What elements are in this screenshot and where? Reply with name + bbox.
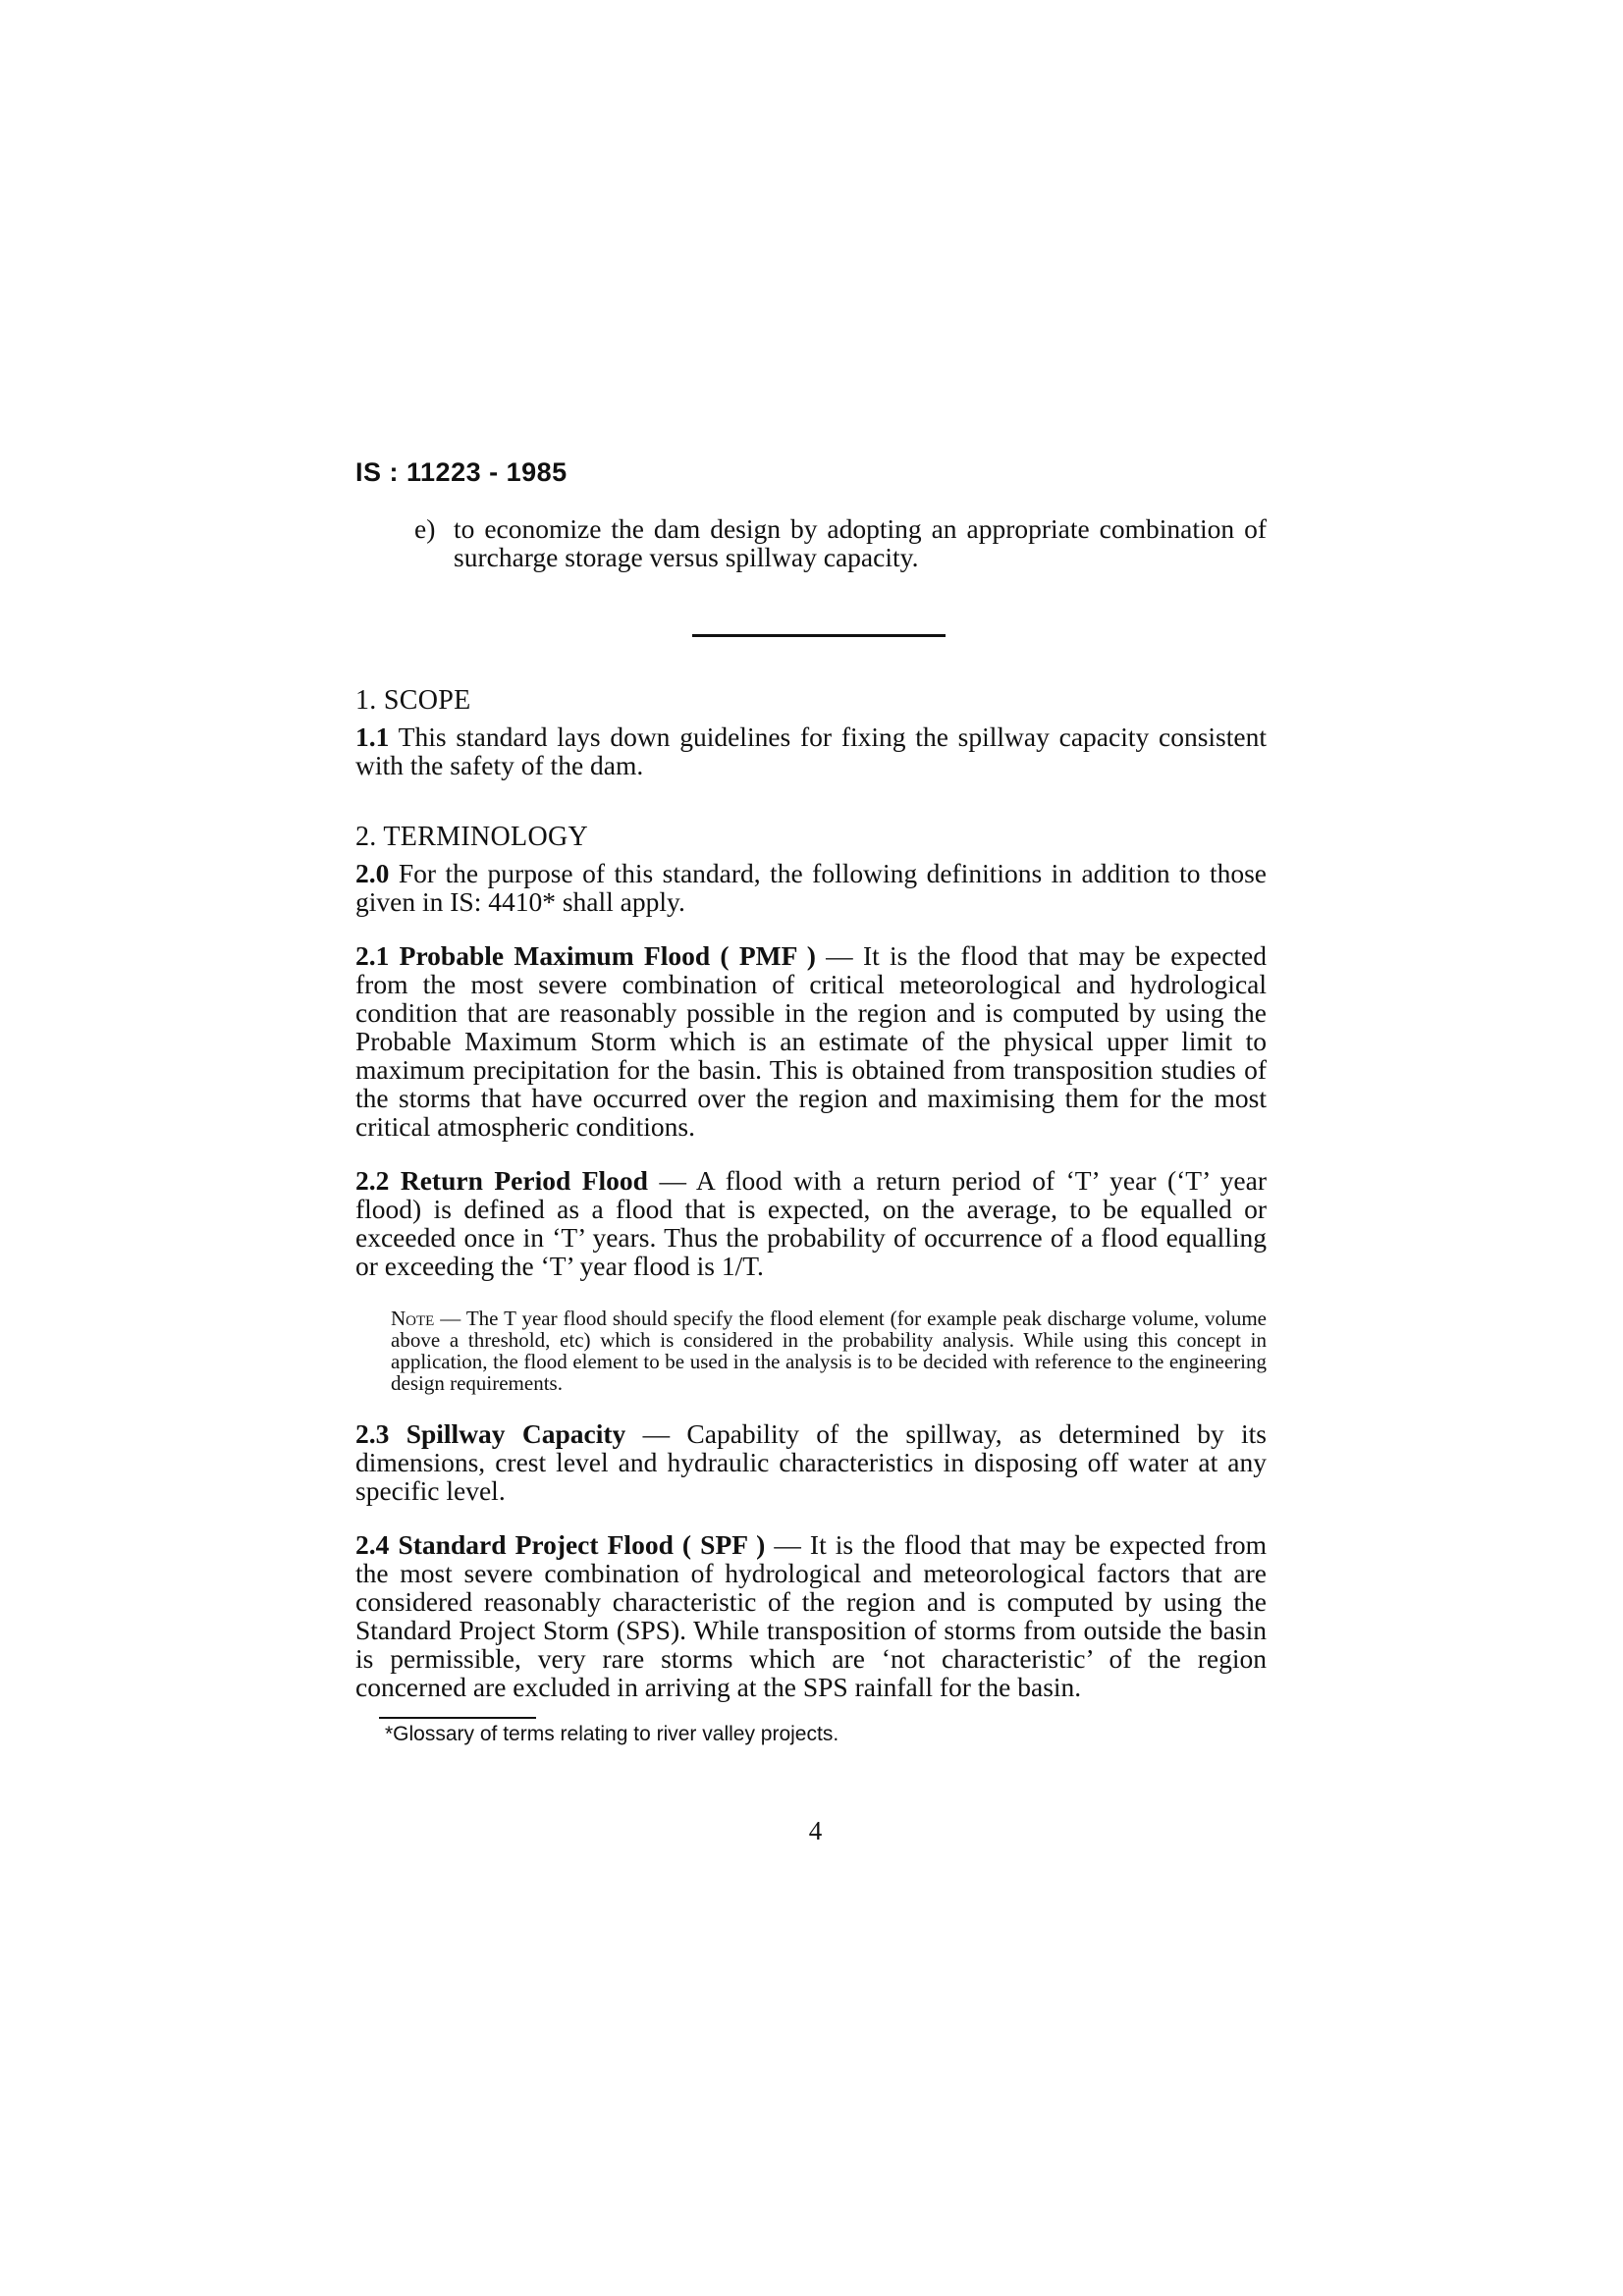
clause-number: 2.1	[355, 940, 390, 971]
defined-term: Probable Maximum Flood ( PMF )	[399, 940, 816, 971]
list-marker: e)	[414, 513, 436, 544]
standard-header: IS : 11223 - 1985	[355, 457, 568, 487]
note	[355, 1308, 1267, 1394]
clause-2-1	[355, 941, 1267, 1141]
note-text: — The T year flood should specify the flood element (for example peak discharge volume, volume above a threshold, etc) which is considered in the probability analysis. While using this concept in application, the flood element to be used in the analysis is to be decided with reference to the engineering design requirements.	[391, 1307, 1267, 1395]
definition-text: — It is the flood that may be expected from the most severe combination of hydrological and meteorological factors that are considered reasonably characteristic of the region and is computed by using the Standard Project Storm (SPS). While transposition of storms from outside the basin is permissible, very rare storms which are ‘not characteristic’ of the region concerned are excluded in arriving at the SPS rainfall for the basin.	[355, 1529, 1267, 1702]
clause-text: This standard lays down guidelines for fixing the spillway capacity consistent with the safety of the dam.	[355, 721, 1267, 780]
clause-number: 2.0	[355, 858, 390, 888]
definition-text: — Capability of the spillway, as determined by its dimensions, crest level and hydraulic characteristics in disposing off water at any specific level.	[355, 1418, 1268, 1506]
note-label: Note	[391, 1307, 435, 1330]
clause-number: 2.2	[355, 1165, 390, 1196]
page-content	[355, 510, 1267, 1746]
clause-2-3	[355, 1419, 1267, 1505]
list-item-text: to economize the dam design by adopting an appropriate combination of surcharge storage versus spillway capacity.	[454, 513, 1267, 572]
page-number	[0, 1816, 1623, 1846]
intro-list-item	[355, 514, 1267, 571]
clause-2-2	[355, 1166, 1267, 1280]
clause-text: For the purpose of this standard, the following definitions in addition to those given in IS: 4410* shall apply.	[355, 858, 1267, 917]
clause-2-0	[355, 859, 1267, 916]
clause-1-1	[355, 722, 1267, 779]
section-divider	[692, 634, 946, 637]
footnote-divider	[379, 1717, 536, 1719]
defined-term: Spillway Capacity	[406, 1418, 626, 1449]
definition-text: — A flood with a return period of ‘T’ year (‘T’ year flood) is defined as a flood that is expected, on the average, to be equalled or exceeded once in ‘T’ years. Thus the probability of occurrence of a flood equalling or exceeding the ‘T’ year flood is 1/T.	[355, 1165, 1267, 1281]
clause-number: 2.4	[355, 1529, 390, 1560]
defined-term: Return Period Flood	[400, 1165, 648, 1196]
footnote: *Glossary of terms relating to river valley projects.	[385, 1723, 839, 1745]
heading-terminology: 2. TERMINOLOGY	[355, 822, 589, 852]
clause-2-4	[355, 1530, 1267, 1701]
clause-number: 1.1	[355, 721, 390, 752]
page-number-text: 4	[808, 1816, 823, 1845]
clause-number: 2.3	[355, 1418, 390, 1449]
defined-term: Standard Project Flood ( SPF )	[398, 1529, 766, 1560]
heading-scope: 1. SCOPE	[355, 685, 471, 716]
definition-text: — It is the flood that may be expected from the most severe combination of critical meteorological and hydrological condition that are reasonably possible in the region and is computed by using the Probable Maximum Storm which is an estimate of the physical upper limit to maximum precipitation for the basin. This is obtained from transposition studies of the storms that have occurred over the region and maximising them for the most critical atmospheric conditions.	[355, 940, 1268, 1142]
